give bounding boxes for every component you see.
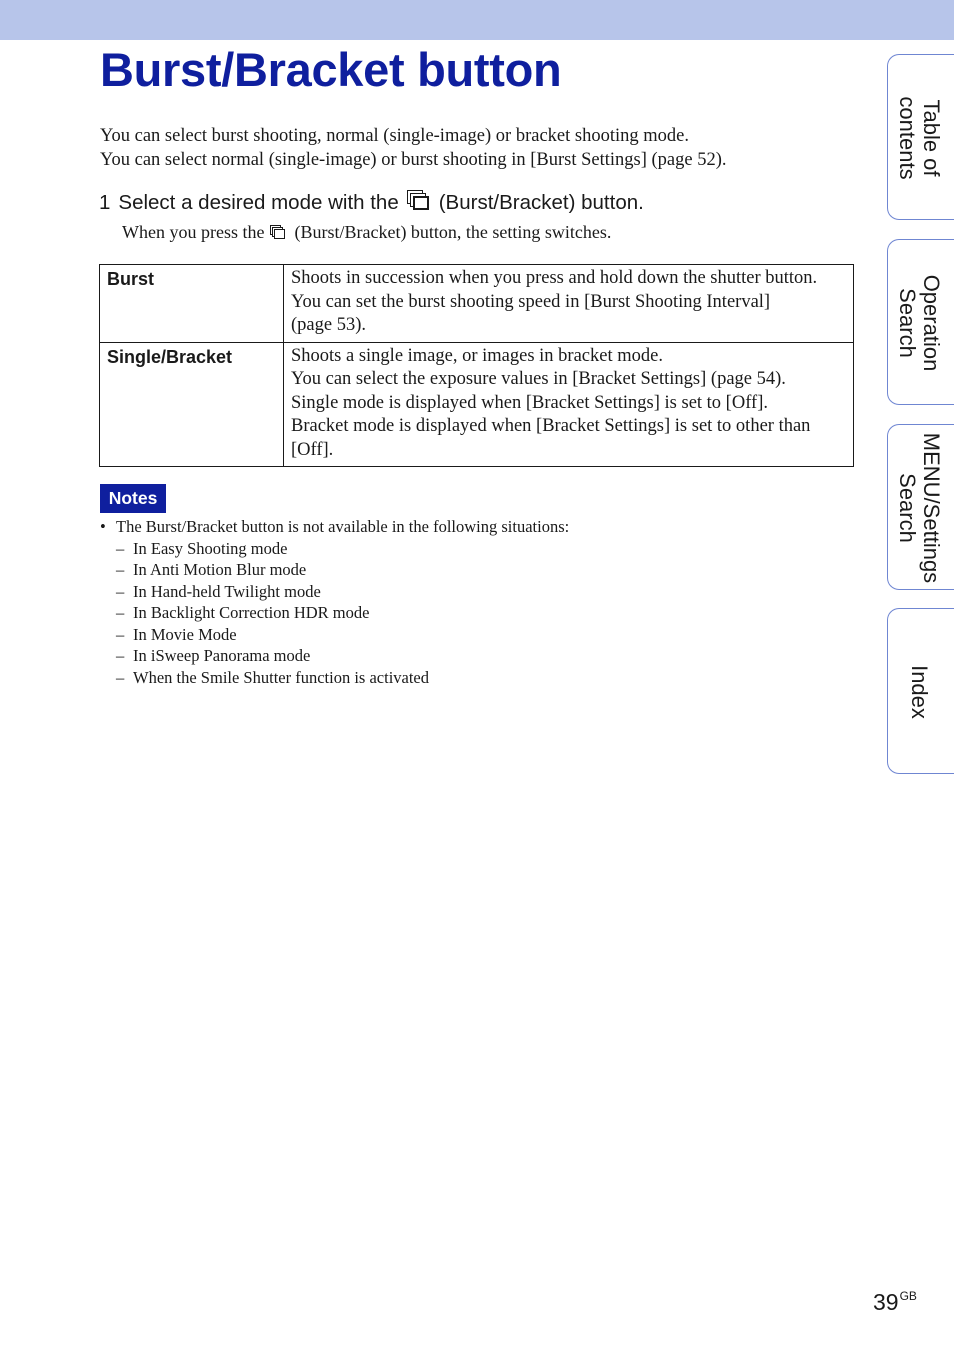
note-subitem-text: When the Smile Shutter function is activated bbox=[133, 667, 430, 687]
burst-bracket-icon bbox=[270, 225, 288, 241]
tab-label-line: Search bbox=[895, 473, 920, 543]
tab-table-of-contents[interactable] bbox=[887, 54, 954, 220]
note-subitem-text: In iSweep Panorama mode bbox=[133, 646, 311, 665]
tab-label bbox=[890, 240, 948, 405]
description-line: Bracket mode is displayed when [Bracket Settings] is set to other than bbox=[291, 416, 811, 436]
dash-mark: – bbox=[116, 667, 125, 687]
intro-line: You can select burst shooting, normal (single-image) or bracket shooting mode. bbox=[100, 126, 689, 146]
page-number-suffix: GB bbox=[899, 1289, 917, 1303]
step-number: 1 bbox=[99, 191, 111, 214]
mode-label: Single/Bracket bbox=[100, 342, 284, 467]
tab-label-line: Search bbox=[895, 288, 920, 358]
note-subitem-text: In Hand-held Twilight mode bbox=[133, 581, 321, 601]
tab-label bbox=[890, 55, 948, 220]
bullet-mark: • bbox=[100, 517, 106, 536]
description-line: You can select the exposure values in [Bracket Settings] (page 54). bbox=[291, 369, 786, 389]
description-line: [Off]. bbox=[291, 439, 334, 460]
table-row bbox=[100, 265, 854, 343]
tab-label-line: Table of bbox=[919, 99, 944, 177]
table-row bbox=[100, 342, 854, 467]
note-subitem bbox=[100, 581, 569, 603]
burst-bracket-icon bbox=[407, 190, 433, 212]
description-line: Single mode is displayed when [Bracket Settings] is set to [Off]. bbox=[291, 392, 768, 413]
tab-label-line: contents bbox=[895, 96, 920, 180]
step-text: (Burst/Bracket) button. bbox=[438, 191, 644, 214]
modes-table bbox=[99, 264, 854, 467]
note-subitem-text: In Easy Shooting mode bbox=[133, 538, 288, 558]
tab-menu-settings-search[interactable] bbox=[887, 424, 954, 590]
description-line: You can set the burst shooting speed in [Burst Shooting Interval] bbox=[291, 291, 771, 312]
tab-label bbox=[890, 609, 948, 774]
intro-line: You can select normal (single-image) or burst shooting in [Burst Settings] (page 52). bbox=[100, 150, 727, 170]
tab-index[interactable] bbox=[887, 608, 954, 774]
step-description bbox=[122, 221, 611, 243]
tab-operation-search[interactable] bbox=[887, 239, 954, 405]
mode-description bbox=[284, 342, 854, 467]
description-line: (page 53). bbox=[291, 315, 366, 335]
note-text: The Burst/Bracket button is not available in the following situations: bbox=[116, 517, 570, 536]
mode-description bbox=[284, 265, 854, 343]
note-subitem-text: In Movie Mode bbox=[133, 624, 237, 644]
notes-heading: Notes bbox=[100, 484, 166, 513]
page-number-value: 39 bbox=[873, 1289, 899, 1315]
note-subitem bbox=[100, 624, 569, 646]
page-title: Burst/Bracket button bbox=[100, 43, 562, 96]
tab-label-line: MENU/Settings bbox=[919, 432, 944, 584]
step-description-text: When you press the bbox=[122, 222, 265, 242]
dash-mark: – bbox=[116, 560, 125, 579]
dash-mark: – bbox=[116, 624, 125, 644]
dash-mark: – bbox=[116, 646, 125, 665]
tab-label-line: Operation bbox=[919, 274, 944, 372]
description-line: Shoots in succession when you press and hold down the shutter button. bbox=[291, 268, 818, 288]
dash-mark: – bbox=[116, 538, 125, 558]
note-subitem bbox=[100, 645, 569, 667]
note-subitem bbox=[100, 559, 569, 581]
note-subitem-text: In Anti Motion Blur mode bbox=[133, 560, 307, 579]
tab-label bbox=[890, 425, 948, 590]
description-line: Shoots a single image, or images in bracket mode. bbox=[291, 345, 663, 366]
tab-label-line: Index bbox=[907, 665, 932, 719]
note-subitem-text: In Backlight Correction HDR mode bbox=[133, 603, 370, 622]
note-subitem bbox=[100, 667, 569, 689]
step-description-text: (Burst/Bracket) button, the setting switches. bbox=[294, 222, 612, 242]
note-subitem bbox=[100, 602, 569, 624]
dash-mark: – bbox=[116, 603, 125, 622]
note-subitem bbox=[100, 538, 569, 560]
step-text: Select a desired mode with the bbox=[118, 191, 399, 214]
mode-label: Burst bbox=[100, 265, 284, 343]
notes-list bbox=[100, 516, 569, 688]
page-number bbox=[873, 1289, 917, 1316]
note-item bbox=[100, 516, 569, 538]
intro-text bbox=[100, 124, 727, 172]
header-band bbox=[0, 0, 954, 40]
step-heading bbox=[99, 189, 644, 216]
dash-mark: – bbox=[116, 581, 125, 601]
